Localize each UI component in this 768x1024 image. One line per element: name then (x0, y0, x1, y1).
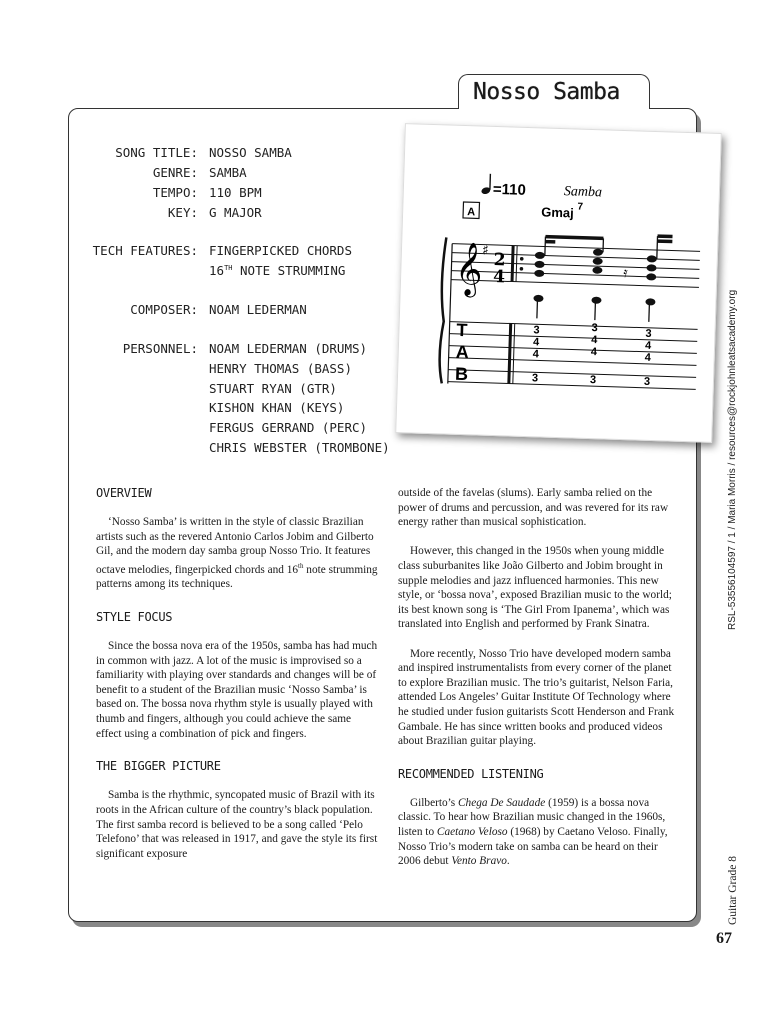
style-focus-heading: STYLE FOCUS (96, 609, 173, 624)
quarter-note-icon (480, 174, 491, 196)
title-tab (458, 74, 650, 109)
system-brace (439, 237, 447, 383)
overview-heading: OVERVIEW (96, 486, 152, 500)
svg-text:3: 3 (645, 327, 652, 340)
bigger-picture-paragraph: Samba is the rhythmic, syncopated music of Brazil with its roots in the African culture of the country’s black population. The first samba record is believed to be a song called ‘Pelo Telefono’ that was released in 1917, and gave the style its first significant exposure (96, 789, 378, 860)
nosso-trio-paragraph: More recently, Nosso Trio have developed modern samba and inspired instrumentalists from every corner of the planet to explore Brazilian music. The trio’s guitarist, Nelson Faria, attended Los Angeles’ Guitar Institute Of Technology where he studied under fusion guitarists Scott Henderson and Frank Gambale. He has since written books and produced videos about Brazilian guitar playing. (398, 647, 675, 748)
style-mark: Samba (563, 184, 603, 201)
svg-text:3: 3 (589, 374, 597, 387)
time-sig-top: 2 (493, 249, 506, 271)
bossa-nova-paragraph: However, this changed in the 1950s when young middle class suburbanites like João Gilberto and Jobim brought in supple melodies and jazz influenced harmonies. This new style, or ‘bossa nova’, exposed Brazilian music to the world; its best known song is ‘The Girl From Ipanema’, which was translated into English and performed by Frank Sinatra. (398, 545, 672, 631)
svg-text:4: 4 (532, 348, 540, 361)
svg-text:4: 4 (644, 351, 652, 364)
right-column (398, 486, 680, 883)
svg-text:4: 4 (644, 339, 652, 352)
svg-text:3: 3 (533, 324, 540, 337)
left-column (96, 486, 378, 876)
svg-text:4: 4 (532, 336, 540, 349)
side-grade-label: Guitar Grade 8 (727, 856, 739, 925)
tab-numbers (532, 320, 653, 388)
treble-clef-icon: 𝄞 (454, 240, 484, 296)
svg-text:7: 7 (577, 201, 584, 213)
svg-text:3: 3 (531, 372, 539, 385)
rest-icon: 𝄿 (623, 265, 628, 282)
svg-text:3: 3 (643, 375, 651, 388)
page-number: 67 (716, 930, 732, 947)
notation-svg (396, 124, 721, 442)
style-focus-paragraph: Since the bossa nova era of the 1950s, samba has had much in common with jazz. A lot of the music is improvised so a familiarity with playing over standards and changes will be of benefit to a student of the Brazilian music ‘Nosso Samba’ is based on. The bossa nova rhythm style is usually played with thumb and fingers, although you could achieve the same effect using a combination of pick and fingers. (96, 640, 378, 740)
svg-text:4: 4 (590, 346, 598, 359)
page-title: Nosso Samba (473, 79, 620, 105)
chord-symbol: Gmaj (540, 204, 574, 221)
overview-paragraph: ‘Nosso Samba’ is written in the style of classic Brazilian artists such as the revered Antonio Carlos Jobim and Gilberto Gil, and the modern day samba group Nosso Trio. It features octave melodies, fingerpicked chords and 16th note strumming patterns among its techniques. (96, 516, 378, 591)
tempo-mark: =110 (492, 180, 527, 199)
svg-text:3: 3 (591, 322, 598, 335)
svg-text:T: T (456, 319, 468, 341)
section-letter: A (466, 206, 476, 219)
svg-text:4: 4 (591, 334, 598, 347)
time-sig-bottom: 4 (492, 266, 506, 288)
recommended-listening-heading: RECOMMENDED LISTENING (398, 766, 544, 781)
bigger-picture-heading: THE BIGGER PICTURE (96, 759, 221, 774)
score-excerpt (395, 123, 722, 443)
continued-paragraph: outside of the favelas (slums). Early samba relied on the power of drums and percussion, and was revered for its raw energy rather than musical sophistication. (398, 487, 669, 529)
svg-text:A: A (455, 341, 470, 363)
side-watermark: RSL-53556104597 / 1 / Maria Morris / resources@rockjohnleatsacademy.org (727, 289, 738, 630)
svg-text:B: B (454, 363, 469, 385)
recommended-listening-paragraph: Gilberto’s Chega De Saudade (1959) is a bossa nova classic. To hear how Brazilian music changed in the 1960s, listen to Caetano Veloso (1968) by Caetano Veloso. Finally, Nosso Trio’s modern take on samba can be heard on their 2006 debut Vento Bravo. (398, 796, 668, 868)
sharp-icon: ♯ (481, 242, 490, 259)
